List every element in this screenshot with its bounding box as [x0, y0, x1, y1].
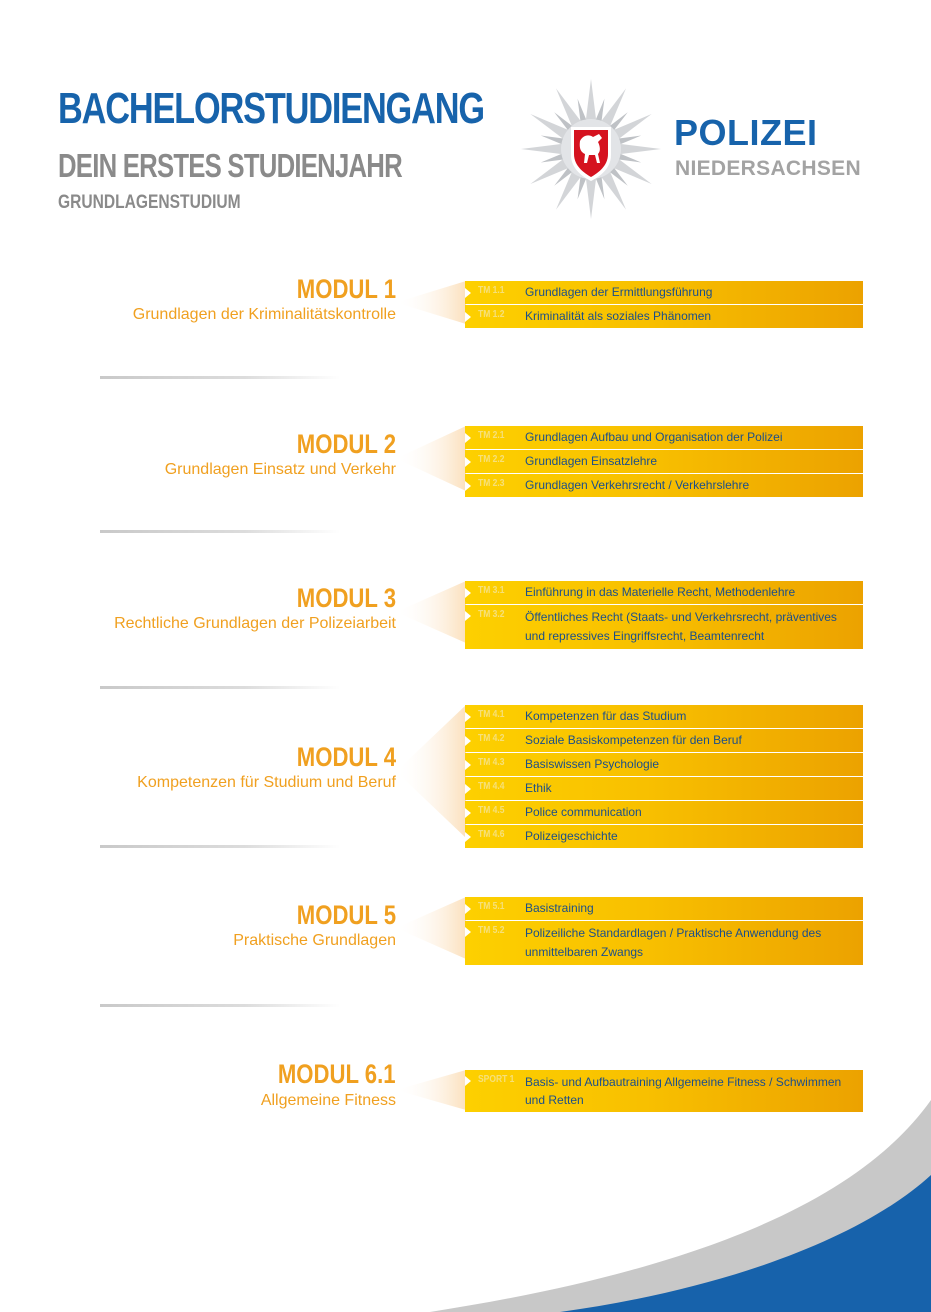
list-item: [465, 921, 863, 965]
module-title: MODUL 6.1: [278, 1059, 396, 1089]
submodule-list: [465, 581, 863, 650]
module-subtitle: Kompetenzen für Studium und Beruf: [137, 774, 396, 791]
police-star-horse-emblem-icon: [520, 78, 662, 220]
submodule-code: TM 4.2: [478, 733, 505, 744]
section-label: GRUNDLAGENSTUDIUM: [58, 192, 241, 213]
section-divider: [100, 845, 340, 848]
submodule-label: Basiswissen Psychologie: [525, 757, 660, 771]
submodule-label: Einführung in das Materielle Recht, Methodenlehre: [525, 585, 796, 599]
list-item: [465, 305, 863, 328]
module-subtitle: Rechtliche Grundlagen der Polizeiarbeit: [114, 615, 396, 632]
submodule-code: TM 4.6: [478, 829, 505, 840]
list-item: [465, 426, 863, 449]
submodule-list: [465, 426, 863, 498]
submodule-label: Kompetenzen für das Studium: [525, 709, 687, 723]
submodule-label: Police communication: [525, 805, 642, 819]
submodule-code: TM 2.2: [478, 454, 505, 465]
module-title: MODUL 5: [296, 900, 396, 930]
submodule-code: TM 4.5: [478, 805, 505, 816]
submodule-code: SPORT 1: [478, 1074, 515, 1085]
submodule-label: Grundlagen der Ermittlungsführung: [525, 285, 713, 299]
section-divider: [100, 530, 340, 533]
submodule-label: Grundlagen Aufbau und Organisation der Polizei: [525, 430, 783, 444]
section-divider: [100, 376, 340, 379]
submodule-code: TM 4.1: [478, 709, 505, 720]
submodule-label: Basis- und Aufbautraining Allgemeine Fitness / Schwimmen und Retten: [525, 1075, 842, 1107]
submodule-label: Soziale Basiskompetenzen für den Beruf: [525, 733, 742, 747]
module-title: MODUL 1: [296, 274, 396, 304]
submodule-list: [465, 705, 863, 849]
submodule-label: Kriminalität als soziales Phänomen: [525, 309, 712, 323]
module-pointer: [396, 705, 466, 838]
submodule-code: TM 2.1: [478, 430, 505, 441]
submodule-code: TM 3.1: [478, 585, 505, 596]
module-subtitle: Praktische Grundlagen: [233, 932, 396, 949]
submodule-label: Öffentliches Recht (Staats- und Verkehrsrecht, präventives und repressives Eingriffsrecht, Beamtenrecht: [525, 610, 837, 643]
submodule-list: [465, 897, 863, 966]
list-item: [465, 825, 863, 848]
submodule-list: [465, 1070, 863, 1113]
submodule-list: [465, 281, 863, 329]
list-item: [465, 753, 863, 776]
submodule-code: TM 1.1: [478, 285, 505, 296]
submodule-label: Ethik: [525, 781, 552, 795]
module-subtitle: Allgemeine Fitness: [260, 1092, 396, 1109]
list-item: [465, 729, 863, 752]
module-pointer: [396, 897, 466, 959]
submodule-code: TM 3.2: [478, 609, 505, 620]
list-item: [465, 605, 863, 649]
section-divider: [100, 686, 340, 689]
submodule-code: TM 2.3: [478, 478, 505, 489]
submodule-code: TM 4.3: [478, 757, 505, 768]
list-item: [465, 897, 863, 920]
module-pointer: [396, 281, 466, 324]
submodule-code: TM 1.2: [478, 309, 505, 320]
module-subtitle: Grundlagen der Kriminalitätskontrolle: [132, 306, 396, 323]
submodule-code: TM 5.1: [478, 901, 505, 912]
submodule-label: Grundlagen Einsatzlehre: [525, 454, 658, 468]
list-item: [465, 801, 863, 824]
module-pointer: [396, 1070, 466, 1110]
submodule-code: TM 4.4: [478, 781, 505, 792]
submodule-label: Polizeiliche Standardlagen / Praktische Anwendung des unmittelbaren Zwangs: [525, 926, 822, 959]
page-subtitle: DEIN ERSTES STUDIENJAHR: [58, 147, 402, 184]
module-pointer: [396, 426, 466, 491]
list-item: [465, 581, 863, 604]
brand-name: POLIZEI: [674, 112, 818, 153]
page-title: BACHELORSTUDIENGANG: [58, 84, 484, 133]
submodule-label: Grundlagen Verkehrsrecht / Verkehrslehre: [525, 478, 750, 492]
list-item: [465, 474, 863, 497]
list-item: [465, 777, 863, 800]
module-title: MODUL 4: [296, 742, 396, 772]
list-item: [465, 705, 863, 728]
module-title: MODUL 2: [296, 429, 396, 459]
brand-region: NIEDERSACHSEN: [675, 157, 861, 180]
submodule-code: TM 5.2: [478, 925, 505, 936]
section-divider: [100, 1004, 340, 1007]
submodule-label: Basistraining: [525, 901, 594, 915]
module-title: MODUL 3: [296, 583, 396, 613]
submodule-label: Polizeigeschichte: [525, 829, 618, 843]
module-subtitle: Grundlagen Einsatz und Verkehr: [164, 461, 396, 478]
list-item: [465, 1070, 863, 1112]
list-item: [465, 450, 863, 473]
list-item: [465, 281, 863, 304]
module-pointer: [396, 581, 466, 643]
